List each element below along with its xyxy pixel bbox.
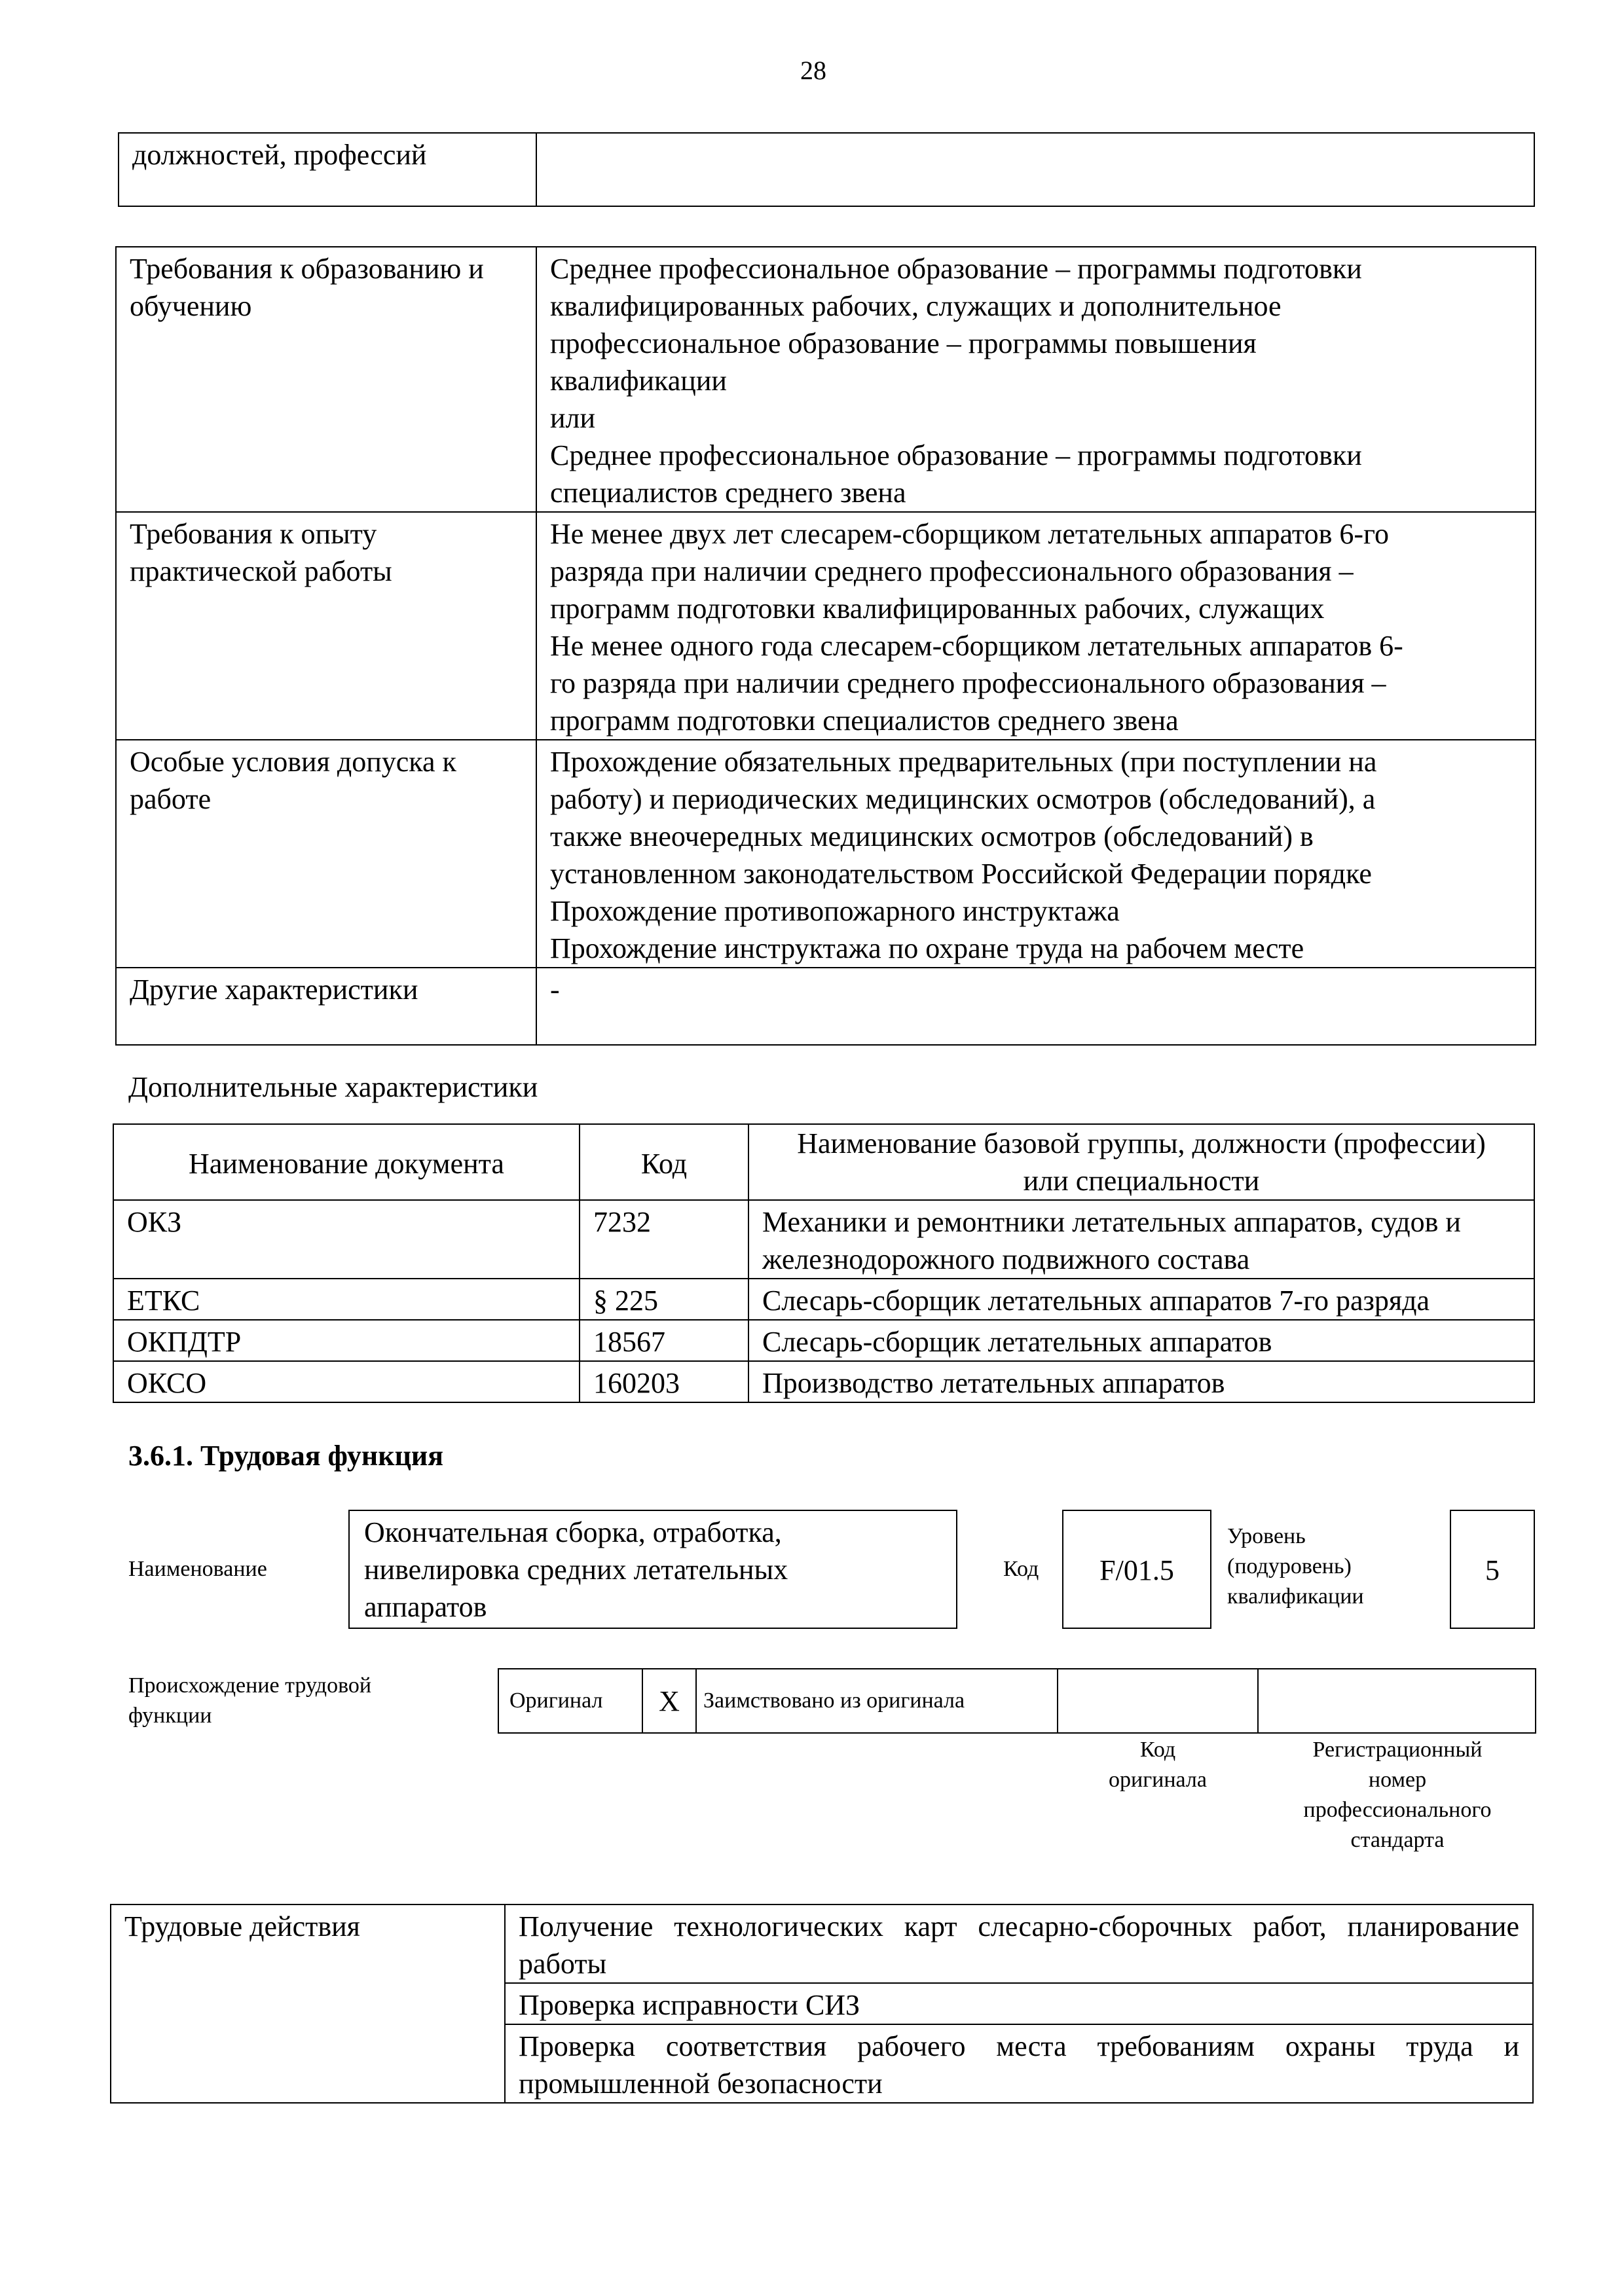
name-label: Наименование: [128, 1557, 267, 1581]
action-item: Проверка соответствия рабочего места требованиям охраны труда и промышленной безопасности: [505, 2024, 1533, 2103]
origin-label-line: функции: [128, 1704, 212, 1728]
value-line: установленном законодательством Российской Федерации порядке: [550, 858, 1372, 890]
value-line: квалификации: [550, 365, 727, 397]
top-label-cell: [119, 133, 536, 206]
origin-table: [498, 1668, 1536, 1734]
page-number: 28: [800, 56, 826, 85]
group-cell: Слесарь-сборщик летательных аппаратов: [748, 1320, 1534, 1361]
table-row: [113, 1361, 1534, 1402]
doc-cell: ОКСО: [113, 1361, 580, 1402]
value-line: работу) и периодических медицинских осмотров (обследований), а: [550, 783, 1376, 815]
registration-number-caption: [1260, 1735, 1535, 1855]
value-line: или: [550, 402, 596, 434]
header-group-name: Наименование базовой группы, должности (профессии) или специальности: [748, 1124, 1534, 1200]
code-cell: 18567: [580, 1320, 748, 1361]
doc-cell: ОКПДТР: [113, 1320, 580, 1361]
group-cell: Механики и ремонтники летательных аппаратов, судов и железнодорожного подвижного состава: [748, 1200, 1534, 1279]
requirement-value: [536, 740, 1536, 968]
doc-cell: ОКЗ: [113, 1200, 580, 1279]
actions-label: Трудовые действия: [111, 1904, 505, 2103]
additional-characteristics-title: Дополнительные характеристики: [128, 1071, 538, 1103]
value-line: Прохождение инструктажа по охране труда на рабочем месте: [550, 932, 1304, 964]
value-line: Среднее профессиональное образование – программы подготовки: [550, 253, 1362, 285]
doc-cell: ЕТКС: [113, 1279, 580, 1320]
requirement-label: Особые условия допуска к работе: [116, 740, 536, 968]
original-code-caption: [1073, 1735, 1243, 1795]
level-label: [1227, 1522, 1364, 1612]
function-name-line: аппаратов: [364, 1591, 487, 1623]
value-line: программ подготовки специалистов среднего звена: [550, 704, 1179, 737]
additional-characteristics-table: [113, 1123, 1535, 1403]
origin-label-line: Происхождение трудовой: [128, 1673, 372, 1698]
function-name-line: нивелировка средних летательных: [364, 1554, 788, 1586]
caption-line: Код: [1139, 1738, 1176, 1762]
code-cell: 7232: [580, 1200, 748, 1279]
level-label-line: Уровень: [1227, 1524, 1306, 1548]
value-line: -: [550, 974, 560, 1006]
value-line: программ подготовки квалифицированных рабочих, служащих: [550, 592, 1325, 625]
group-cell: Слесарь-сборщик летательных аппаратов 7-го разряда: [748, 1279, 1534, 1320]
header-document: Наименование документа: [113, 1124, 580, 1200]
function-code-box: [1062, 1510, 1211, 1629]
value-line: профессиональное образование – программы повышения: [550, 327, 1257, 359]
function-code-value: F/01.5: [1099, 1554, 1174, 1586]
requirement-label: Требования к опыту практической работы: [116, 512, 536, 740]
value-line: Не менее двух лет слесарем-сборщиком летательных аппаратов 6-го: [550, 518, 1389, 550]
requirement-value: [536, 968, 1536, 1045]
caption-line: стандарта: [1350, 1828, 1445, 1852]
table-row: [113, 1200, 1534, 1279]
top-continuation-table: [118, 132, 1535, 207]
code-cell: 160203: [580, 1361, 748, 1402]
value-line: разряда при наличии среднего профессионального образования –: [550, 555, 1354, 587]
requirement-row-special-conditions: [116, 740, 1536, 968]
value-line: квалифицированных рабочих, служащих и дополнительное: [550, 290, 1282, 322]
value-line: Прохождение противопожарного инструктажа: [550, 895, 1120, 927]
level-value: 5: [1485, 1554, 1500, 1586]
caption-line: Регистрационный: [1312, 1738, 1483, 1762]
caption-line: профессионального: [1303, 1798, 1492, 1822]
original-code-cell: [1058, 1669, 1258, 1733]
original-mark: X: [642, 1669, 696, 1733]
requirement-label: Другие характеристики: [116, 968, 536, 1045]
requirement-label: Требования к образованию и обучению: [116, 247, 536, 512]
top-value-cell: [536, 133, 1534, 206]
requirement-row-other: [116, 968, 1536, 1045]
code-label: Код: [1003, 1557, 1039, 1581]
level-label-line: квалификации: [1227, 1584, 1364, 1609]
function-name-line: Окончательная сборка, отработка,: [364, 1516, 782, 1548]
table-row: [113, 1320, 1534, 1361]
requirement-row-experience: [116, 512, 1536, 740]
requirement-row-education: [116, 247, 1536, 512]
value-line: также внеочередных медицинских осмотров (обследований) в: [550, 820, 1314, 852]
caption-line: оригинала: [1109, 1768, 1207, 1792]
code-cell: § 225: [580, 1279, 748, 1320]
registration-number-cell: [1258, 1669, 1536, 1733]
level-label-line: (подуровень): [1227, 1554, 1352, 1578]
action-item: Получение технологических карт слесарно-сборочных работ, планирование работы: [505, 1904, 1533, 1983]
header-code: Код: [580, 1124, 748, 1200]
origin-label: [128, 1671, 371, 1731]
action-item: Проверка исправности СИЗ: [505, 1983, 1533, 2024]
borrowed-label: Заимствовано из оригинала: [696, 1669, 1058, 1733]
table-header-row: [113, 1124, 1534, 1200]
requirement-value: [536, 247, 1536, 512]
requirement-value: [536, 512, 1536, 740]
level-value-box: [1450, 1510, 1535, 1629]
value-line: Прохождение обязательных предварительных (при поступлении на: [550, 746, 1377, 778]
section-title: 3.6.1. Трудовая функция: [128, 1440, 444, 1472]
labor-actions-table: [110, 1904, 1534, 2104]
value-line: Не менее одного года слесарем-сборщиком летательных аппаратов 6-: [550, 630, 1403, 662]
caption-line: номер: [1368, 1768, 1427, 1792]
original-label: Оригинал: [498, 1669, 642, 1733]
value-line: го разряда при наличии среднего профессионального образования –: [550, 667, 1386, 699]
table-row: [113, 1279, 1534, 1320]
action-row: [111, 1904, 1533, 1983]
top-label: должностей, профессий: [132, 139, 427, 171]
group-cell: Производство летательных аппаратов: [748, 1361, 1534, 1402]
requirements-table: [115, 246, 1536, 1046]
value-line: специалистов среднего звена: [550, 477, 906, 509]
function-name-box: [348, 1510, 957, 1629]
value-line: Среднее профессиональное образование – программы подготовки: [550, 439, 1362, 471]
